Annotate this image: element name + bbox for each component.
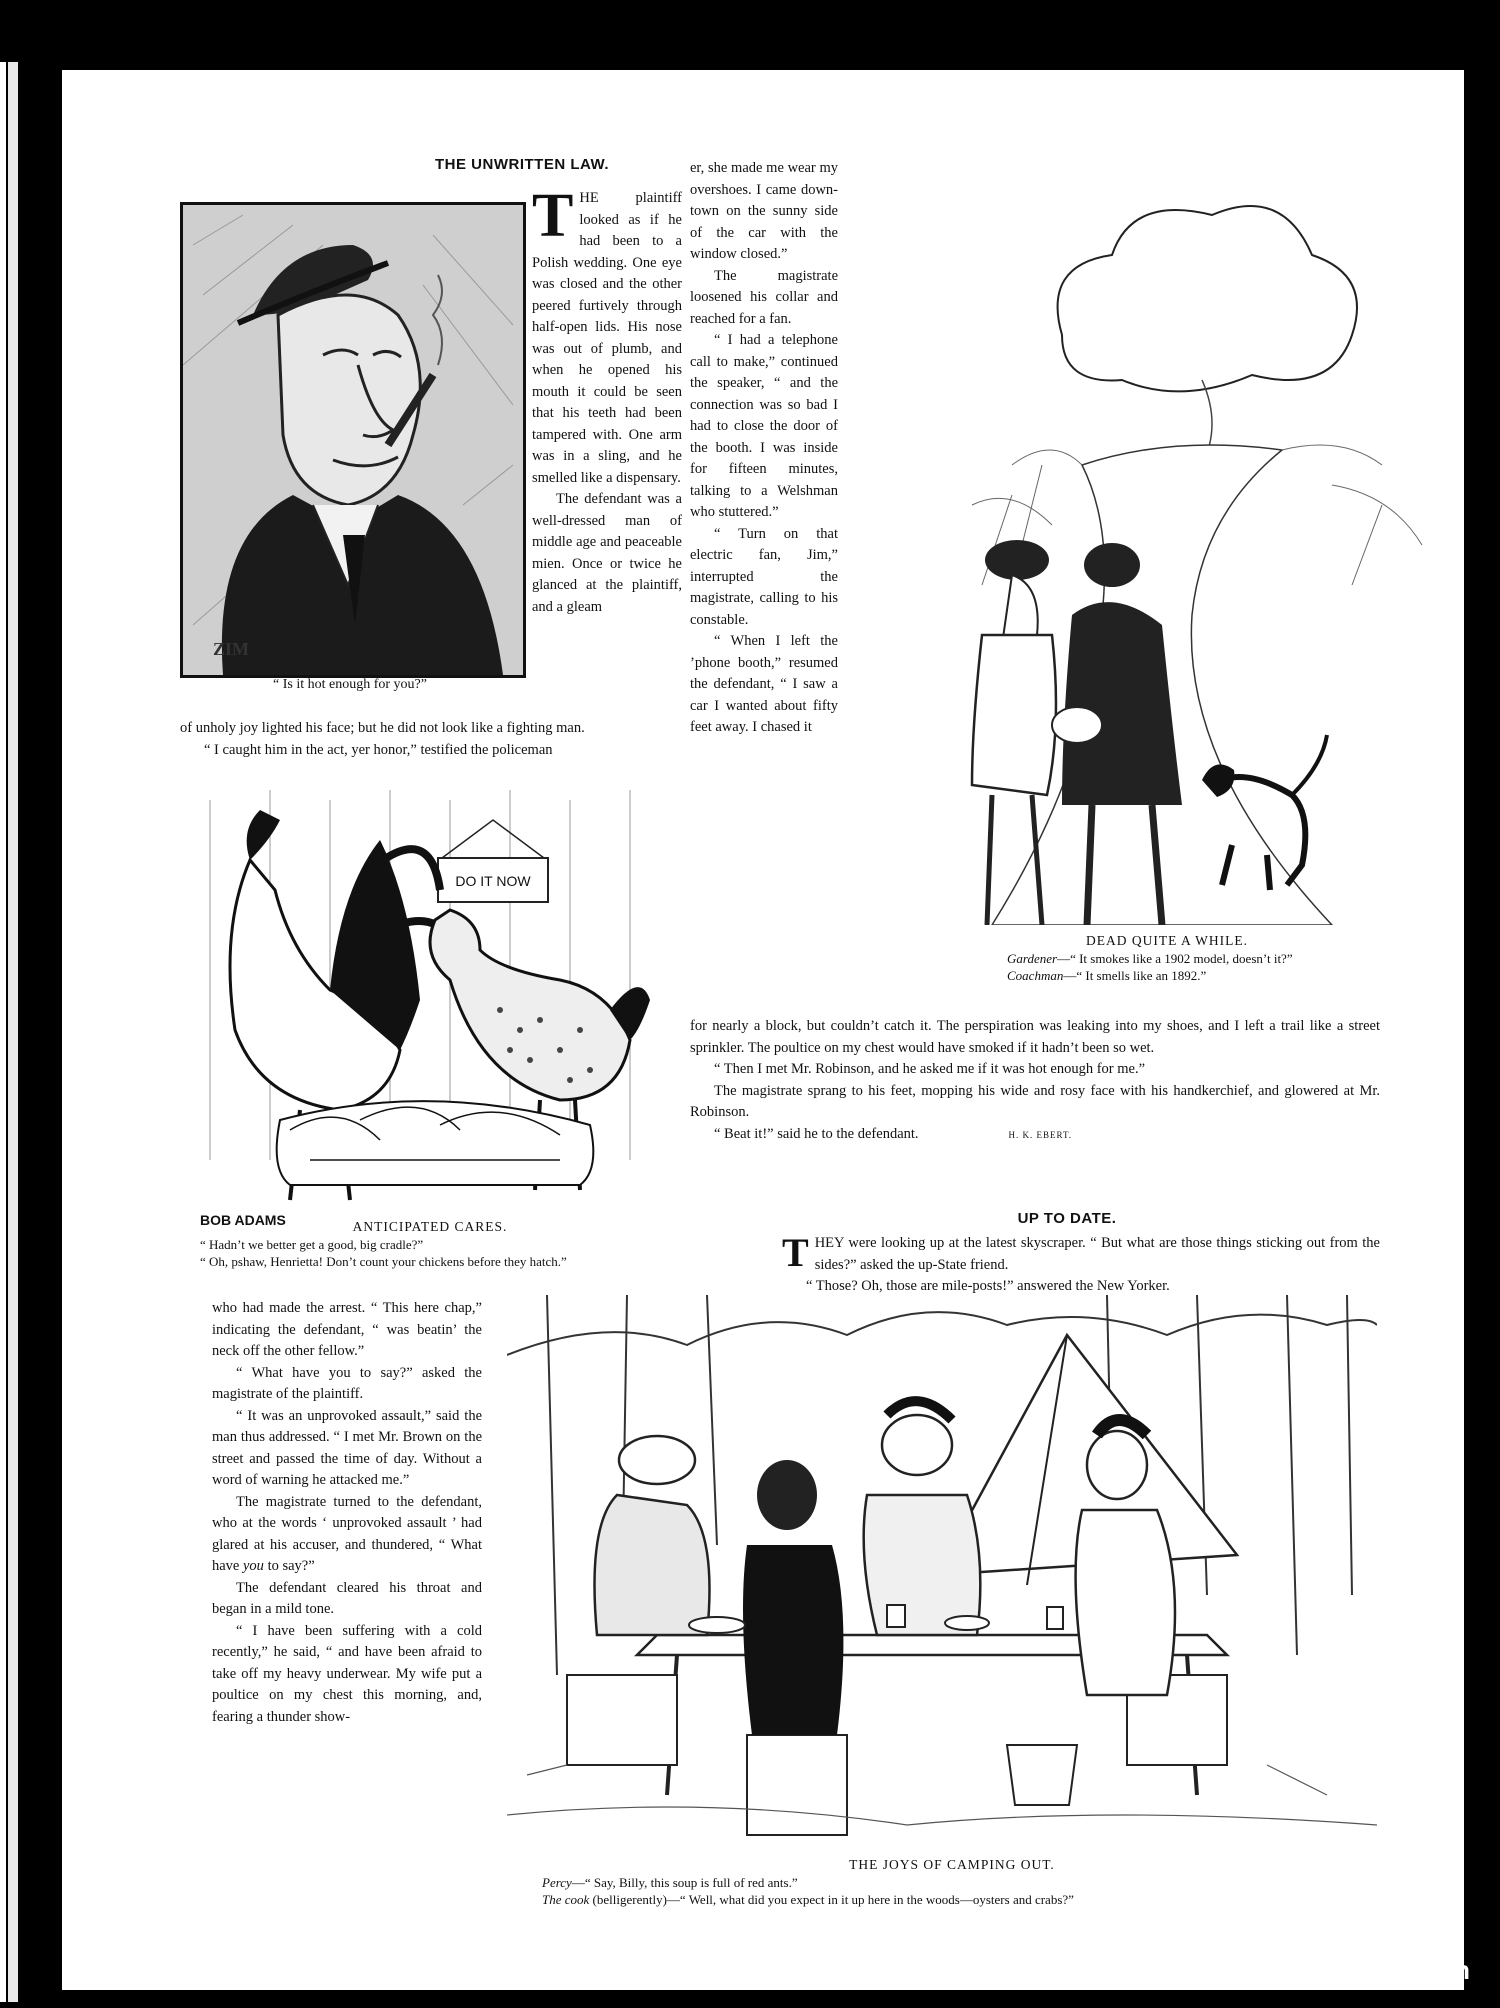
caption-dead-line2: Coachman—“ It smells like an 1892.” — [1007, 968, 1207, 983]
article2-body: THEY were looking up at the latest skyscraper. “ But what are those things sticking out from the sides?” asked the up-State friend. “ Those? Oh, those are mile-posts!” answered the New Yorker. — [782, 1230, 1380, 1294]
caption-camping — [542, 1856, 1362, 1908]
caption-camping-title: THE JOYS OF CAMPING OUT. — [849, 1857, 1055, 1872]
portrait-signature: ZIM — [213, 639, 249, 659]
caption-camping-line2: The cook (belligerently)—“ Well, what did you expect in it up here in the woods—oysters and crabs?” — [542, 1892, 1074, 1907]
illustration-camping — [507, 1295, 1377, 1855]
caption-dead-line1: Gardener—“ It smokes like a 1902 model, doesn’t it?” — [1007, 951, 1293, 966]
article1-wide-bottom: for nearly a block, but couldn’t catch it. The perspiration was leaking into my shoes, and I left a trail like a street sprinkler. The poultice on my chest would have smoked if it hadn’t been so wet. “ Then I met Mr. Robinson, and he asked me if it was hot enough for me.” The magistrate sprang to his feet, mopping his wide and rosy face with his handkerchief, and glowered at Mr. Robinson. “ Beat it!” said he to the defendant. H. K. EBERT. — [690, 1018, 1380, 1142]
heading-unwritten-law: THE UNWRITTEN LAW. — [435, 156, 609, 173]
byline: H. K. EBERT. — [1008, 1129, 1073, 1140]
magazine-page — [62, 70, 1464, 1990]
dropcap-t: T — [532, 182, 574, 250]
article1-col2: er, she made me wear my overshoes. I came down-town on the sunny side of the car with the window closed.” The magistrate loosened his collar and reached for a fan. “ I had a telephone call to make,” continued the speaker, “ and the connection was so bad I had to close the door of the booth. I was inside for fifteen minutes, talking to a Welshman who stuttered.” “ Turn on that electric fan, Jim,” interrupted the magistrate, calling to his constable. “ When I left the ’phone booth,” resumed the defendant, “ I saw a car I wanted about fifty feet away. I chased it — [690, 160, 838, 735]
camping-drawing — [507, 1295, 1377, 1855]
chickens-drawing — [180, 780, 680, 1258]
dropcap-t-2: T — [782, 1230, 809, 1275]
article1-col1-p2: The defendant was a well-dressed man of middle age and peaceable mien. Once or twice he glanced at the plaintiff, and a gleam — [532, 491, 682, 615]
chickens-signature: BOB ADAMS — [200, 1212, 286, 1228]
portrait-drawing — [183, 205, 523, 675]
watermark: comicbooks.com — [1257, 1955, 1470, 1985]
illustration-dead-quite-a-while — [952, 165, 1432, 925]
caption-portrait: “ Is it hot enough for you?” — [273, 677, 427, 692]
caption-anticipated-title: ANTICIPATED CARES. — [352, 1219, 508, 1234]
sign-do-it-now: DO IT NOW — [455, 873, 531, 889]
article1-col1-top: THE plaintiff looked as if he had been to a Polish wedding. One eye was closed and the other peered furtively through half-open lids. His nose was out of plumb, and when he opened his mouth it could be seen that his teeth had been tampered with. One arm was in a sling, and he smelled like a dispensary. The defendant was a well-dressed man of middle age and peaceable mien. Once or twice he glanced at the plaintiff, and a gleam — [532, 188, 682, 618]
caption-camping-line1: Percy—“ Say, Billy, this soup is full of red ants.” — [542, 1875, 798, 1890]
article1-wide-top: of unholy joy lighted his face; but he did not look like a fighting man. “ I caught him in the act, yer honor,” testified the policeman — [180, 720, 585, 758]
caption-dead-quite-a-while — [987, 932, 1347, 984]
illustration-portrait — [180, 202, 526, 678]
heading-up-to-date: UP TO DATE. — [1017, 1210, 1117, 1227]
page-edge-left — [0, 62, 6, 2002]
road-drawing — [952, 165, 1432, 925]
caption-dead-title: DEAD QUITE A WHILE. — [1086, 933, 1248, 948]
illustration-chickens — [180, 780, 680, 1258]
page-edge-shadow — [8, 62, 18, 2002]
article1-col1-bottom: who had made the arrest. “ This here chap,” indicating the defendant, “ was beatin’ the neck off the other fellow.” “ What have you to say?” asked the magistrate of the plaintiff. “ It was an unprovoked assault,” said the man thus addressed. “ I met Mr. Brown on the street and passed the time of day. Without a word of warning he attacked me.” The magistrate turned to the defendant, who at the words ‘ unprovoked assault ’ had glared at his accuser, and thundered, “ What have you to say?” The defendant cleared his throat and began in a mild tone. “ I have been suffering with a cold recently,” he said, “ and have been afraid to take off my heavy underwear. My wife put a poultice on my chest this morning, and, fearing a thunder show- — [212, 1300, 482, 1725]
caption-anticipated-line2: “ Oh, pshaw, Henrietta! Don’t count your chickens before they hatch.” — [200, 1254, 567, 1269]
caption-anticipated-line1: “ Hadn’t we better get a good, big cradle?” — [200, 1237, 424, 1252]
caption-anticipated-cares — [180, 1218, 680, 1270]
